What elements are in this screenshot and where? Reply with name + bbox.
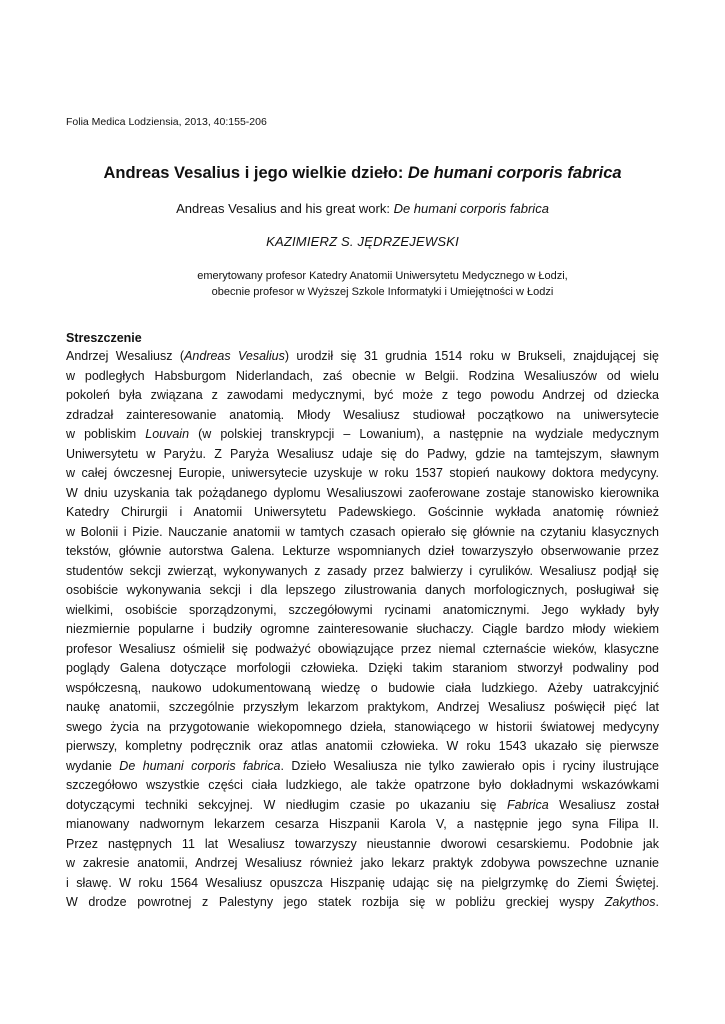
abstract-text-run: Andrzej Wesaliusz ( bbox=[66, 349, 185, 363]
abstract-text-run: niezmiernie popularne i budziły ogromne zainteresowanie słuchaczy. Ciągle bardzo młody wiekiem bbox=[66, 622, 659, 636]
abstract-text-run: współczesną, naukowo udokumentowaną wiedzę o budowie ciała ludzkiego. Ażeby uatrakcyjnić bbox=[66, 680, 659, 695]
abstract-line bbox=[66, 854, 659, 874]
abstract-line bbox=[66, 679, 659, 699]
abstract-text-run: dotyczącymi techniki sekcyjnej. W niedługim czasie po ukazaniu się bbox=[66, 797, 507, 812]
abstract-text-run: w zakresie anatomii, Andrzej Wesaliusz również jako lekarz praktyk zdobywa powszechne uznanie bbox=[66, 856, 659, 870]
abstract-line bbox=[66, 601, 659, 621]
abstract-text-run: ) urodził się 31 grudnia 1514 roku w Brukseli, znajdującej się bbox=[284, 349, 659, 363]
abstract-text-run: w całej ówczesnej Europie, uniwersytecie uzyskuje w roku 1537 stopień naukowy doktora medycyny. bbox=[66, 466, 659, 480]
abstract-line bbox=[66, 757, 659, 777]
abstract-text-run: . bbox=[655, 895, 659, 909]
article-subtitle bbox=[0, 200, 725, 218]
abstract-line bbox=[66, 347, 659, 367]
abstract-italic-text: Andreas Vesalius bbox=[184, 349, 285, 363]
abstract-line bbox=[66, 640, 659, 660]
affiliation-line: obecnie profesor w Wyższej Szkole Informatyki i Umiejętności w Łodzi bbox=[211, 286, 554, 298]
abstract-italic-text: Fabrica bbox=[506, 797, 549, 812]
abstract-text-run: swego życia na przygotowanie wiekopomnego dzieła, stanowiącego w historii światowej medycyny bbox=[66, 719, 659, 734]
abstract-text-run: w pobliskim bbox=[66, 427, 146, 441]
abstract-line bbox=[66, 406, 659, 426]
subtitle-italic: De humani corporis fabrica bbox=[393, 201, 549, 216]
abstract-text-run: i sławę. W roku 1564 Wesaliusz opuszcza Hiszpanię udając się na pielgrzymkę do Ziemi Świętej. bbox=[66, 875, 659, 890]
abstract-line bbox=[66, 523, 659, 543]
abstract-italic-text: Zakythos bbox=[604, 895, 656, 909]
abstract-section bbox=[66, 329, 659, 913]
abstract-line bbox=[66, 835, 659, 855]
subtitle-plain: Andreas Vesalius and his great work: bbox=[176, 201, 394, 216]
abstract-text-run: tekstów, głównie autorstwa Galena. Lekturze wspomnianych dzieł towarzyszyło obserwowanie przez bbox=[66, 544, 659, 558]
abstract-text-run: szczegółowo wszystkie części ciała ludzkiego, ale także opatrzone było dokładnymi wskazówkami bbox=[66, 778, 659, 792]
abstract-line bbox=[66, 874, 659, 894]
abstract-line bbox=[66, 698, 659, 718]
abstract-line bbox=[66, 796, 659, 816]
journal-citation: Folia Medica Lodziensia, 2013, 40:155-206 bbox=[66, 116, 267, 128]
abstract-line bbox=[66, 484, 659, 504]
abstract-text-run: Przez następnych 11 lat Wesaliusz towarzyszy nieustannie dworowi cesarskiemu. Podobnie jak bbox=[66, 836, 659, 851]
abstract-line bbox=[66, 503, 659, 523]
abstract-text-run: W dniu uzyskania tak pożądanego dyplomu Wesaliuszowi zaoferowane zostaje stanowisko kierownika bbox=[66, 485, 659, 500]
abstract-text-run: poglądy Galena dotyczące morfologii człowieka. Dzięki takim staraniom stworzył podwaliny pod bbox=[66, 661, 659, 675]
abstract-text-run: (w polskiej transkrypcji – Lowanium), a następnie na wydziale medycznym bbox=[189, 427, 659, 441]
author-affiliation bbox=[0, 268, 725, 300]
abstract-text-run: pierwszy, kompletny podręcznik oraz atlas anatomii człowieka. W roku 1543 ukazało się pierwsze bbox=[66, 739, 659, 753]
author-name: KAZIMIERZ S. JĘDRZEJEWSKI bbox=[266, 234, 459, 249]
abstract-italic-text: De humani corporis fabrica bbox=[119, 758, 281, 773]
title-plain: Andreas Vesalius i jego wielkie dzieło: bbox=[103, 164, 408, 182]
abstract-line bbox=[66, 620, 659, 640]
abstract-text-run: mianowany nadwornym lekarzem cesarza Hiszpanii Karola V, a następnie jego syna Filipa II. bbox=[66, 817, 659, 831]
abstract-line bbox=[66, 737, 659, 757]
abstract-line bbox=[66, 386, 659, 406]
abstract-line bbox=[66, 718, 659, 738]
abstract-line bbox=[66, 659, 659, 679]
abstract-text-run: Uniwersytetu w Paryżu. Z Paryża Wesaliusz udaje się do Padwy, gdzie na tamtejszym, sławnym bbox=[66, 446, 659, 461]
abstract-text-run: Wesaliusz został bbox=[548, 797, 659, 812]
abstract-text-run: profesor Wesaliusz ośmielił się podważyć obowiązujące przez niemal czternaście wieków, klasyczne bbox=[66, 641, 659, 656]
abstract-text-run: W drodze powrotnej z Palestyny jego statek rozbija się w pobliżu greckiej wyspy bbox=[66, 895, 605, 909]
abstract-line bbox=[66, 776, 659, 796]
abstract-line bbox=[66, 445, 659, 465]
abstract-text-run: Katedry Chirurgii i Anatomii Uniwersytetu Padewskiego. Gościnnie wykłada anatomię również bbox=[66, 505, 659, 519]
abstract-line bbox=[66, 367, 659, 387]
abstract-text-run: w Bolonii i Pizie. Nauczanie anatomii w tamtych czasach opierało się głównie na czytaniu klasycznych bbox=[66, 524, 659, 539]
abstract-line bbox=[66, 581, 659, 601]
abstract-italic-text: Louvain bbox=[145, 427, 190, 441]
abstract-line bbox=[66, 542, 659, 562]
abstract-text-run: w podległych Habsburgom Niderlandach, zaś obecnie w Belgii. Rodzina Wesaliuszów od wielu bbox=[66, 368, 659, 383]
article-title bbox=[0, 162, 725, 184]
abstract-text-run: naukę anatomii, szczególnie przyszłym lekarzom praktykom, Andrzej Wesaliusz poświęcił pięć lat bbox=[66, 700, 659, 714]
abstract-line bbox=[66, 425, 659, 445]
abstract-text-run: wielkimi, osobiście sporządzonymi, szczegółowymi rycinami anatomicznymi. Jego wykłady były bbox=[66, 602, 659, 617]
abstract-line bbox=[66, 893, 659, 913]
abstract-body bbox=[66, 347, 659, 913]
abstract-text-run: pokoleń była związana z zawodami medycznymi, być może z tego powodu Andrzej od dziecka bbox=[66, 388, 659, 402]
abstract-text-run: studentów sekcji zwierząt, wykonywanych z zasady przez balwierzy i cyrulików. Wesaliusz podjął się bbox=[66, 563, 659, 578]
abstract-text-run: wydanie bbox=[66, 758, 120, 773]
abstract-heading: Streszczenie bbox=[66, 331, 142, 345]
abstract-text-run: zdradzał zainteresowanie anatomią. Młody Wesaliusz studiował początkowo na uniwersytecie bbox=[66, 407, 659, 422]
abstract-line bbox=[66, 464, 659, 484]
abstract-text-run: . Dzieło Wesaliusza nie tylko zawierało opis i ryciny ilustrujące bbox=[280, 758, 659, 773]
abstract-line bbox=[66, 562, 659, 582]
abstract-text-run: osobiście wykonywania sekcji i dla lepszego zilustrowania danych morfologicznych, posługiwał się bbox=[66, 583, 659, 597]
affiliation-line: emerytowany profesor Katedry Anatomii Uniwersytetu Medycznego w Łodzi, bbox=[197, 270, 568, 282]
title-italic: De humani corporis fabrica bbox=[407, 164, 622, 182]
abstract-line bbox=[66, 815, 659, 835]
